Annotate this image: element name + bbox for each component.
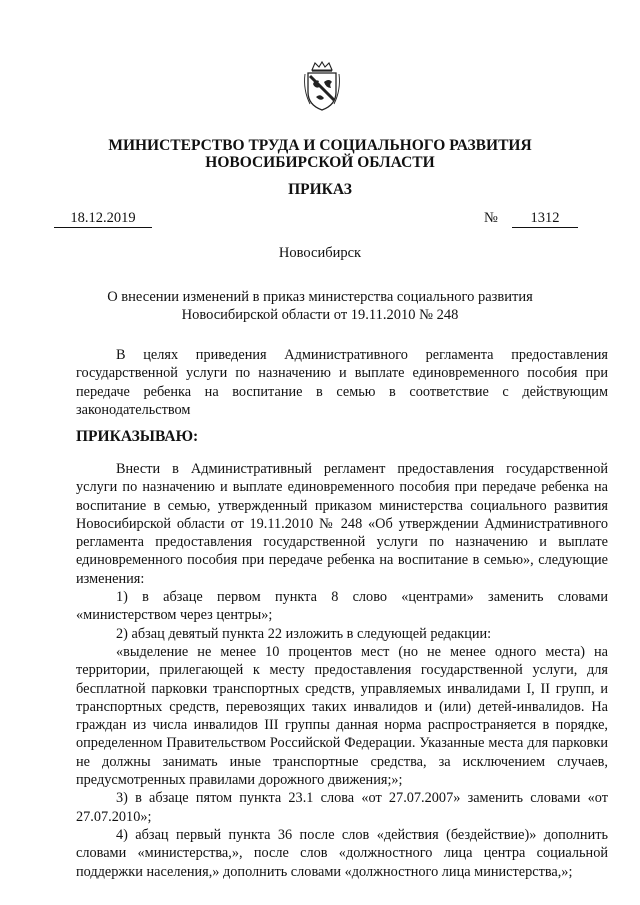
main-paragraph: Внести в Административный регламент предоставления государственной услуги по назначению и выплате единовременного пособия при передаче ребенка на воспитание в семью, утвержденный приказом министерства социального развития Новосибирской области от 19.11.2010 № 248 «Об утверждении Административного регламента предоставления государственной услуги по назначению и выплате единовременного пособия при передаче ребенка на воспитание в семью», следующие изменения: [76,461,608,587]
order-word: ПРИКАЗЫВАЮ: [76,428,199,445]
subject-line2: Новосибирской области от 19.11.2010 № 248 [181,306,459,323]
subject-line1: О внесении изменений в приказ министерства социального развития [107,289,533,305]
list-item: 2) абзац девятый пункта 22 изложить в следующей редакции: [116,625,492,642]
city: Новосибирск [278,245,362,261]
list-item: 3) в абзаце пятом пункта 23.1 слова «от 27.07.2007» заменить словами «от 27.07.2010»; [76,790,608,825]
number-sign: № [484,210,498,226]
list-item: 4) абзац первый пункта 36 после слов «действия (бездействие)» дополнить словами «министерства,», после слов «должностного лица центра социальной поддержки населения,» дополнить словами «должностного лица министерства,»; [76,826,608,880]
document-type: ПРИКАЗ [288,181,352,198]
list-item: «выделение не менее 10 процентов мест (но не менее одного места) на территории, прилегающей к месту предоставления государственной услуги, для бесплатной парковки транспортных средств, управляемых инвалидами I, II групп, и транспортных средств, перевозящих таких инвалидов и (или) детей-инвалидов. На граждан из числа инвалидов III группы данная норма распространяется в порядке, определенном Правительством Российской Федерации. Указанные места для парковки не должны занимать иные транспортные средства, за исключением случаев, предусмотренных правилами дорожного движения;»; [76,643,608,789]
order-subject [60,289,580,324]
order-date: 18.12.2019 [54,210,152,228]
order-body [76,460,608,881]
ministry-name-line1: МИНИСТЕРСТВО ТРУДА И СОЦИАЛЬНОГО РАЗВИТИЯ [108,137,532,154]
intro-paragraph: В целях приведения Административного регламента предоставления государственной услуги по назначению и выплате единовременного пособия при передаче ребенка на воспитание в семью в соответствие с действующим законодательством [76,347,608,418]
coat-of-arms-icon [302,60,342,112]
order-number: 1312 [512,210,578,228]
ministry-name-line2: НОВОСИБИРСКОЙ ОБЛАСТИ [205,154,435,171]
list-item: 1) в абзаце первом пункта 8 слово «центрами» заменить словами «министерством через центры»; [76,589,608,624]
